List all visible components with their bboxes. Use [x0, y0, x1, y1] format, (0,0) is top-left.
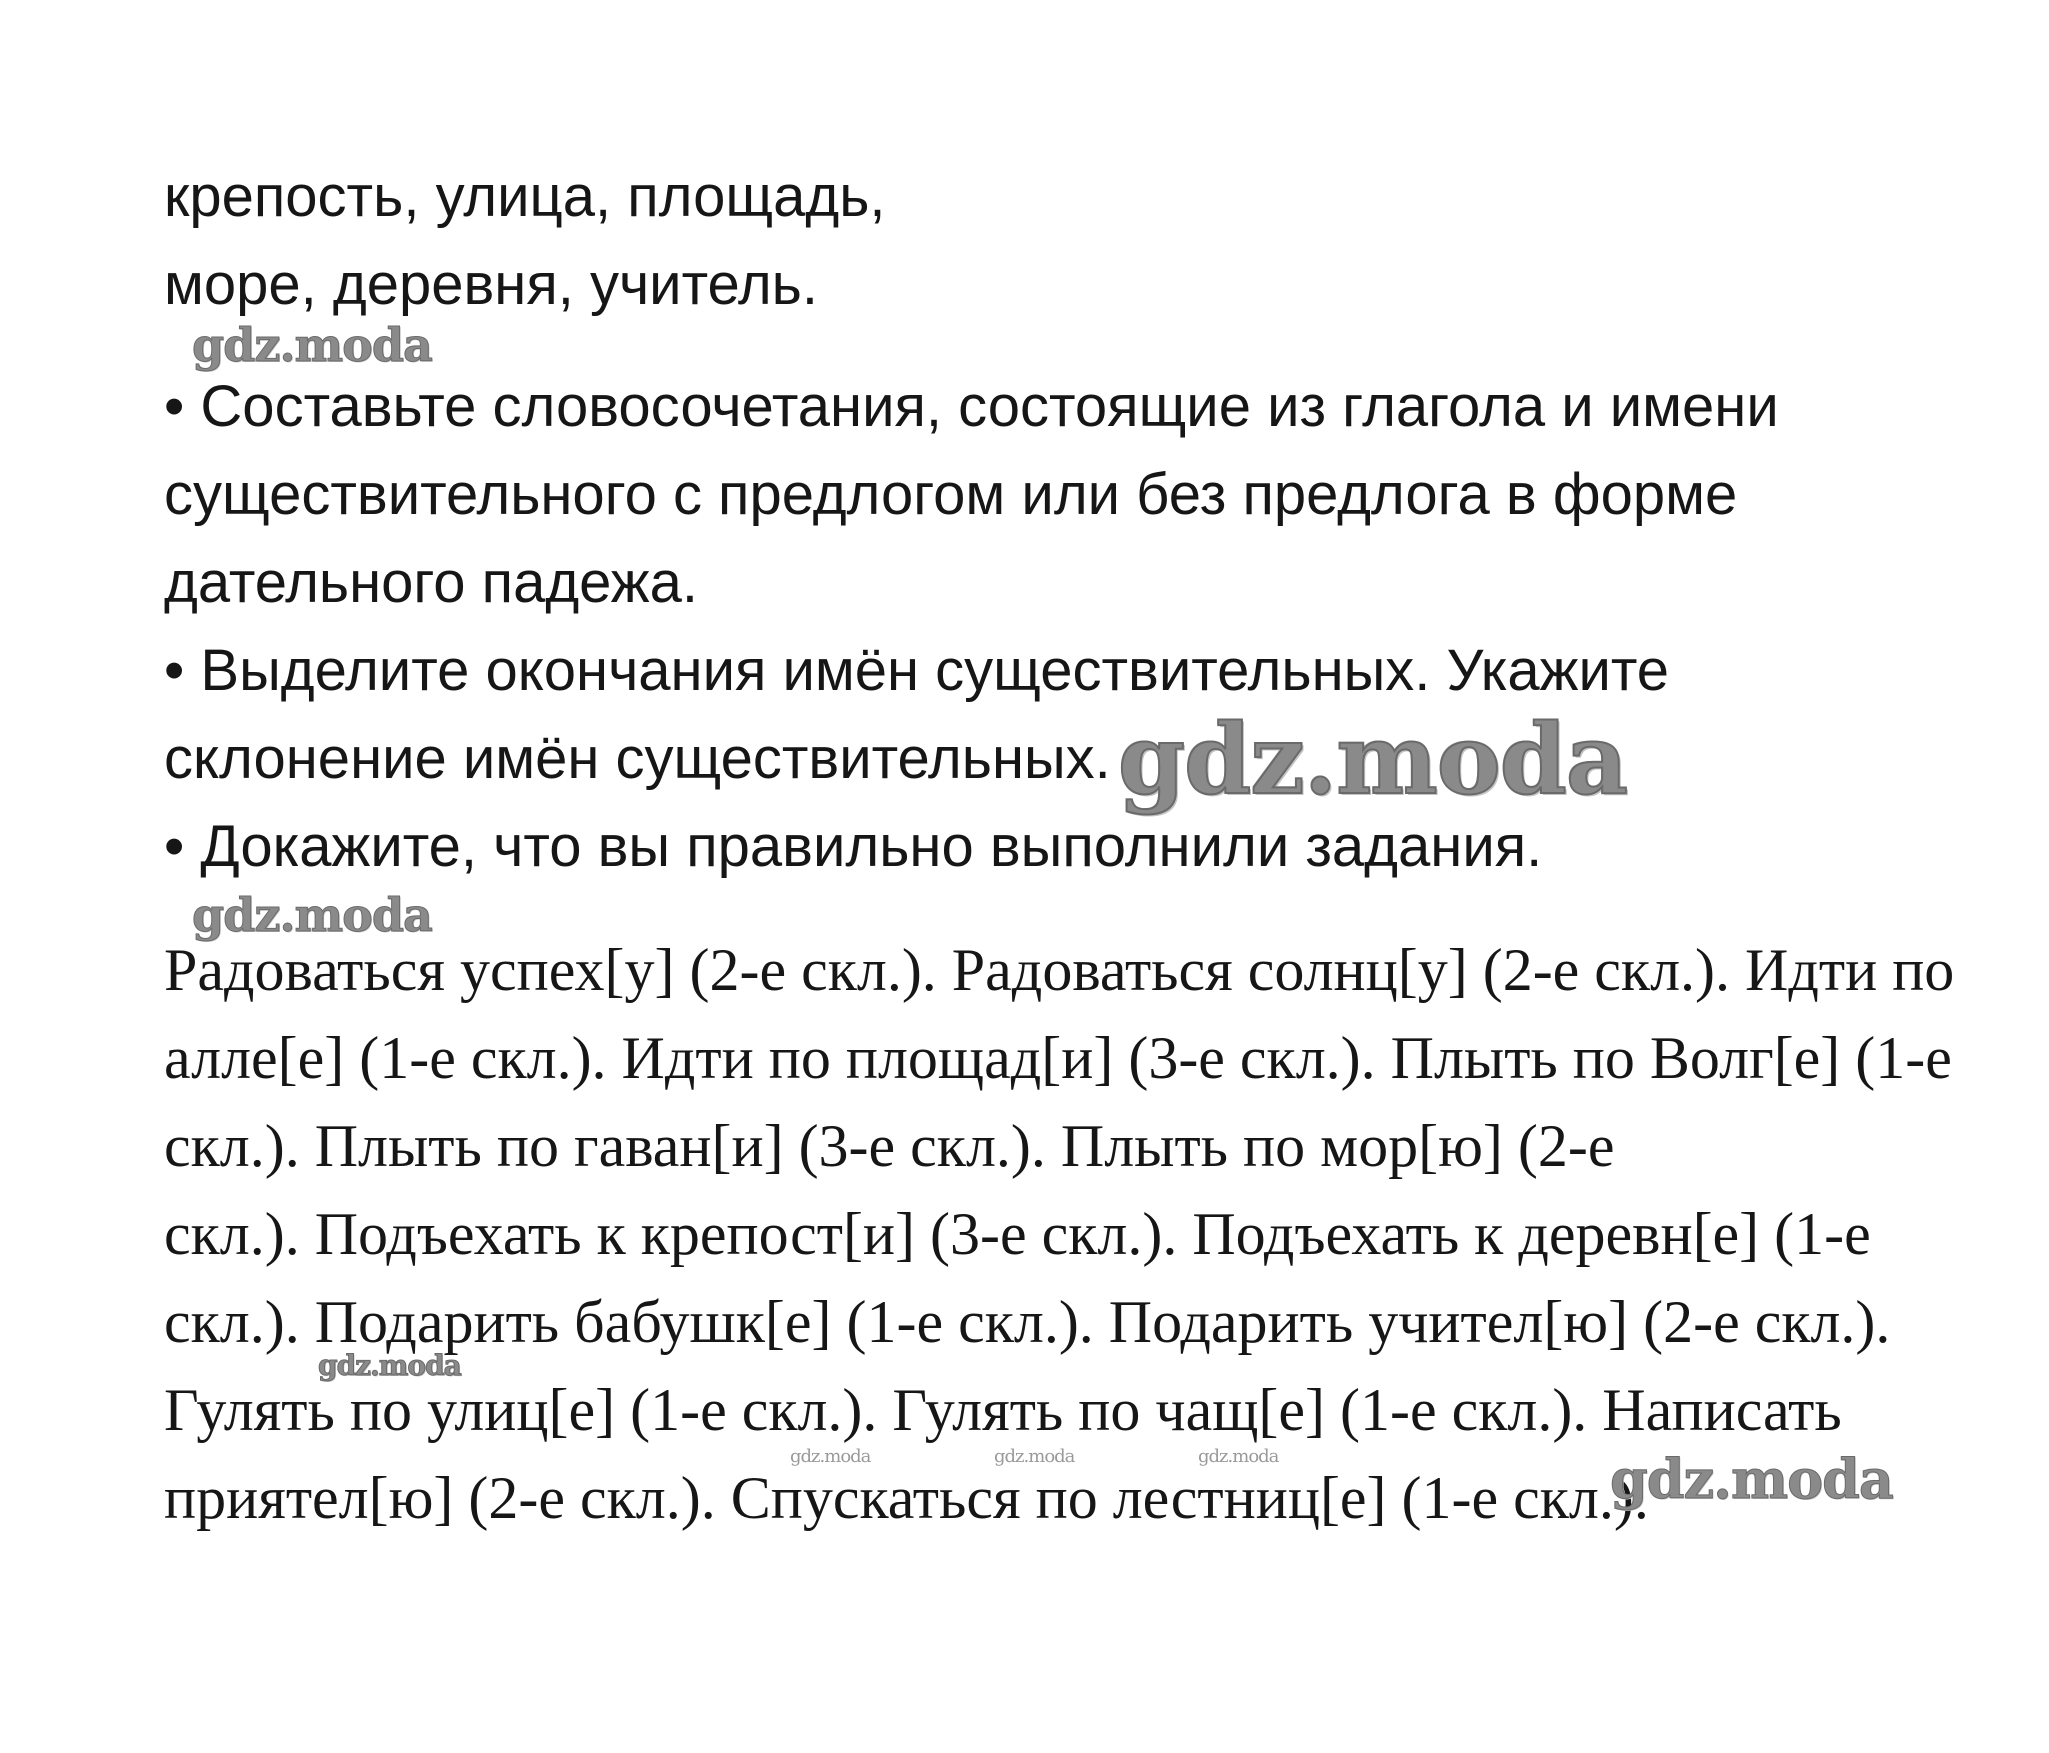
- watermark-logo: gdz.moda: [318, 1349, 461, 1382]
- answer-line: приятел[ю] (2-е скл.). Спускаться по лестниц[е] (1-е скл.).: [164, 1465, 1649, 1531]
- task-line: существительного с предлогом или без предлога в форме: [164, 462, 1738, 527]
- answer-line: алле[е] (1-е скл.). Идти по площад[и] (3-е скл.). Плыть по Волг[е] (1-е: [164, 1025, 1952, 1091]
- task-line: море, деревня, учитель.: [164, 252, 819, 317]
- watermark-logo: gdz.moda: [790, 1446, 871, 1467]
- answer-line: скл.). Плыть по гаван[и] (3-е скл.). Плыть по мор[ю] (2-е: [164, 1113, 1615, 1179]
- watermark-logo: gdz.moda: [1118, 703, 1628, 816]
- watermark-logo: gdz.moda: [1198, 1446, 1279, 1467]
- task-instruction-2: • Выделите окончания имён существительных. Укажите: [164, 638, 1670, 703]
- answer-line: Радоваться успех[у] (2-е скл.). Радоваться солнц[у] (2-е скл.). Идти по: [164, 937, 1955, 1003]
- answer-line: скл.). Подарить бабушк[е] (1-е скл.). Подарить учител[ю] (2-е скл.).: [164, 1289, 1891, 1355]
- watermark-logo: gdz.moda: [994, 1446, 1075, 1467]
- task-instruction-1: • Составьте словосочетания, состоящие из глагола и имени: [164, 374, 1779, 439]
- watermark-logo: gdz.moda: [192, 888, 432, 942]
- watermark-logo: gdz.moda: [1610, 1447, 1893, 1511]
- answer-line: Гулять по улиц[е] (1-е скл.). Гулять по чащ[е] (1-е скл.). Написать: [164, 1377, 1842, 1443]
- task-line: дательного падежа.: [164, 550, 698, 615]
- task-line: склонение имён существительных.: [164, 726, 1111, 791]
- watermark-logo: gdz.moda: [192, 318, 432, 372]
- answer-line: скл.). Подъехать к крепост[и] (3-е скл.). Подъехать к деревн[е] (1-е: [164, 1201, 1871, 1267]
- task-line: крепость, улица, площадь,: [164, 164, 886, 229]
- task-instruction-3: • Докажите, что вы правильно выполнили задания.: [164, 814, 1543, 879]
